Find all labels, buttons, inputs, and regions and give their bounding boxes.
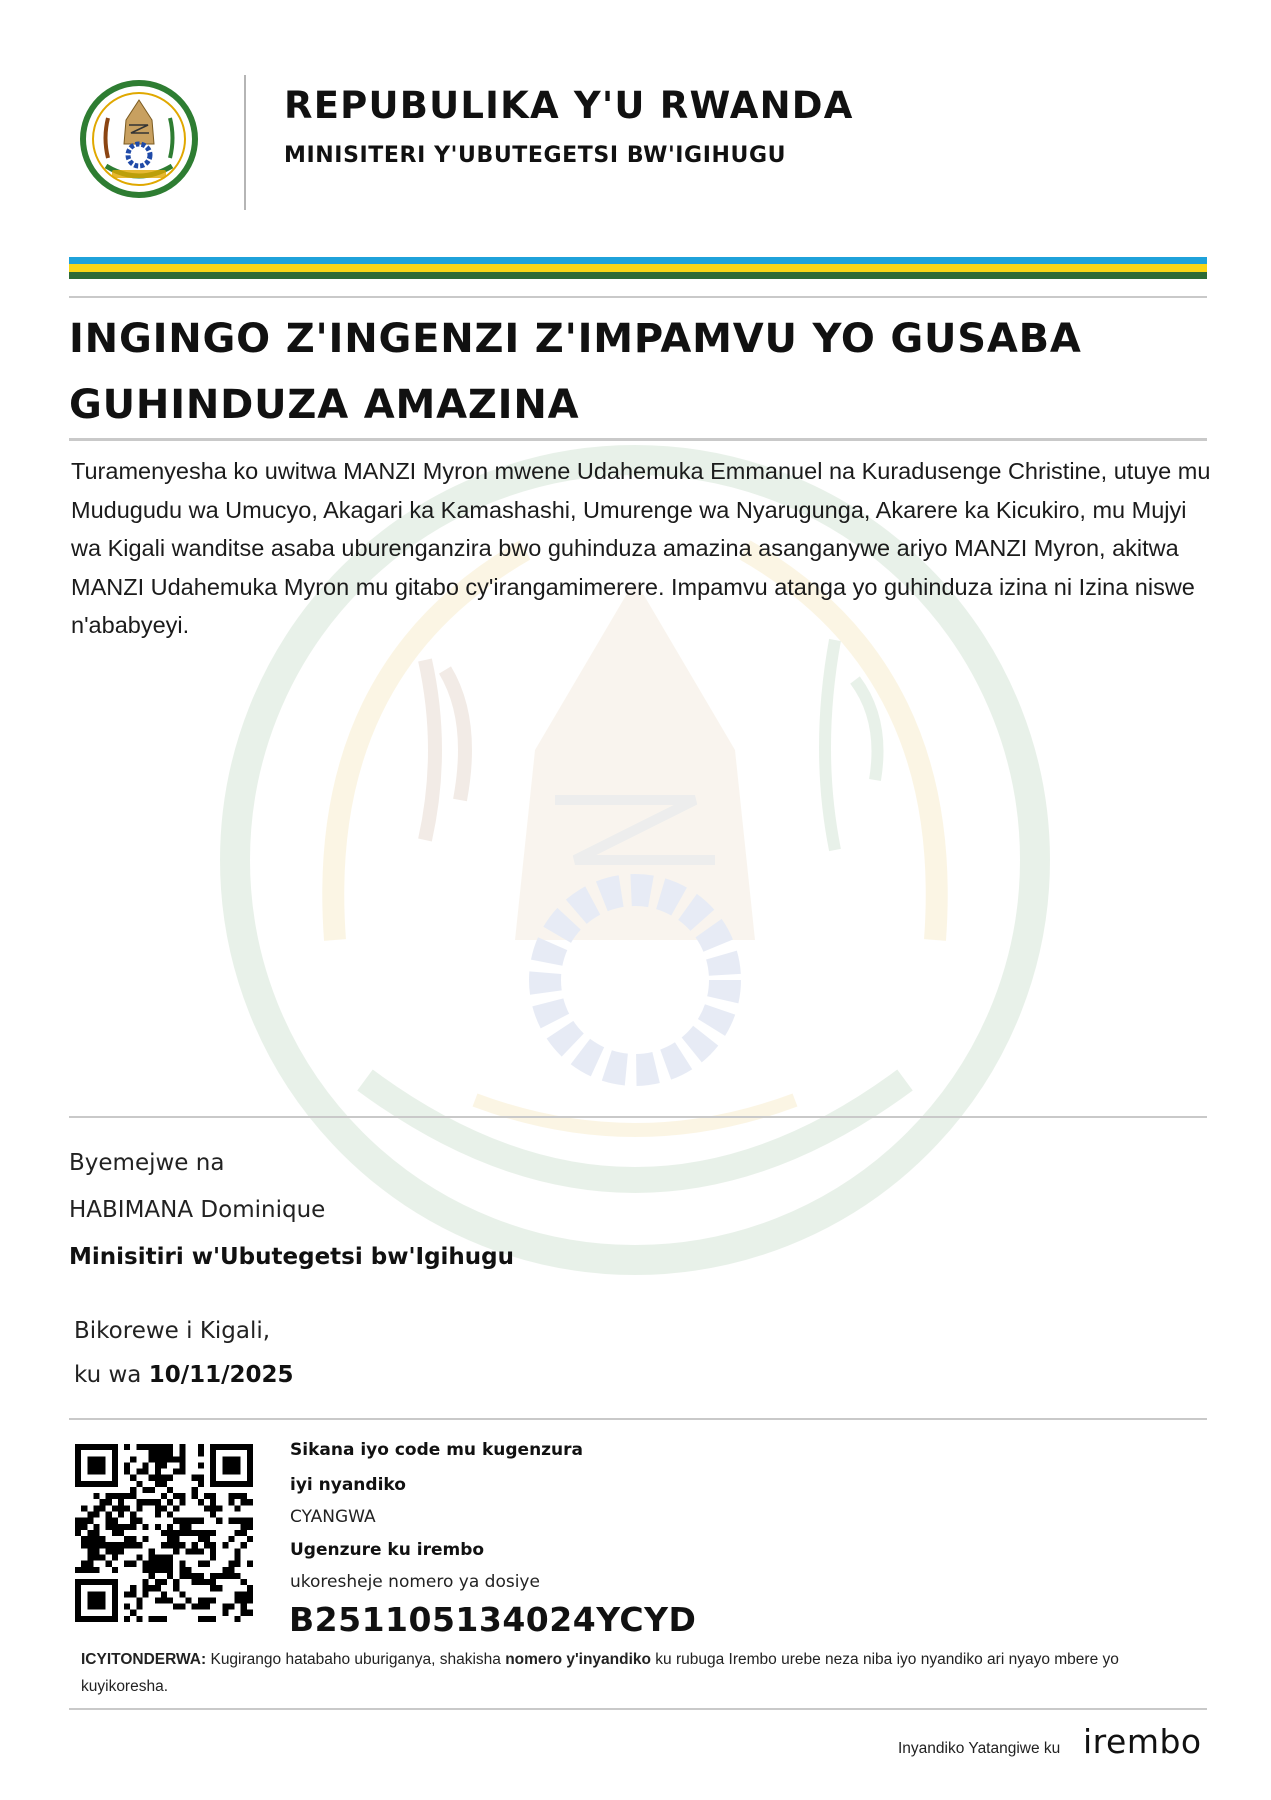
flag-green-band xyxy=(69,272,1207,279)
coat-of-arms-icon xyxy=(78,78,200,200)
approved-by-label: Byemejwe na xyxy=(69,1150,225,1176)
title-top-rule xyxy=(69,296,1207,298)
irembo-logo[interactable]: irembo xyxy=(1083,1722,1202,1761)
verify-or: CYANGWA xyxy=(290,1507,376,1527)
warning-notice xyxy=(81,1646,1191,1700)
warning-text-1: Kugirango hatabaho uburiganya, shakisha xyxy=(206,1651,506,1668)
republic-heading: REPUBULIKA Y'U RWANDA xyxy=(284,84,854,127)
issue-date: 10/11/2025 xyxy=(148,1362,294,1388)
title-bottom-rule xyxy=(69,438,1207,441)
date-prefix: ku wa xyxy=(74,1362,142,1388)
issued-by-label: Inyandiko Yatangiwe ku xyxy=(898,1740,1061,1757)
verify-instruction-4: ukoresheje nomero ya dosiye xyxy=(290,1572,540,1592)
header-divider xyxy=(244,75,246,210)
signature-top-rule xyxy=(69,1116,1207,1118)
qr-code-icon[interactable] xyxy=(75,1444,253,1622)
place-label: Bikorewe i Kigali, xyxy=(74,1318,271,1344)
ministry-heading: MINISITERI Y'UBUTEGETSI BW'IGIHUGU xyxy=(284,143,787,168)
flag-yellow-band xyxy=(69,264,1207,271)
warning-highlight: nomero y'inyandiko xyxy=(505,1651,651,1668)
issue-date-line xyxy=(74,1362,294,1388)
signatory-title: Minisitiri w'Ubutegetsi bw'Igihugu xyxy=(69,1244,514,1270)
verification-top-rule xyxy=(69,1418,1207,1420)
document-title xyxy=(69,306,1169,438)
flag-blue-band xyxy=(69,257,1207,264)
document-title-line-2: GUHINDUZA AMAZINA xyxy=(69,382,580,428)
notice-body-text: Turamenyesha ko uwitwa MANZI Myron mwene Udahemuka Emmanuel na Kuradusenge Christine, utuye mu Mudugudu wa Umucyo, Akagari ka Kamashashi, Umurenge wa Nyarugunga, Akarere ka Kicukiro, mu Mujyi wa Kigali wanditse asaba uburenganzira bwo guhinduza amazina asanganywe ariyo MANZI Myron, akitwa MANZI Udahemuka Myron mu gitabo cy'irangamimerere. Impamvu atanga yo guhinduza izina ni Izina niswe n'ababyeyi. xyxy=(71,458,1211,638)
flag-stripe xyxy=(69,257,1207,279)
signatory-name: HABIMANA Dominique xyxy=(69,1197,326,1223)
verify-instruction-2: iyi nyandiko xyxy=(290,1475,406,1495)
warning-text-2: ku rubuga Irembo urebe neza niba iyo nyandiko ari nyayo mbere yo kuyikoresha. xyxy=(81,1651,1119,1695)
warning-label: ICYITONDERWA: xyxy=(81,1651,207,1668)
document-title-line-1: INGINGO Z'INGENZI Z'IMPAMVU YO GUSABA xyxy=(69,316,1082,362)
reference-number: B251105134024YCYD xyxy=(289,1600,697,1639)
footer-rule xyxy=(69,1708,1207,1710)
verify-instruction-1: Sikana iyo code mu kugenzura xyxy=(290,1440,584,1460)
verify-instruction-3: Ugenzure ku irembo xyxy=(290,1540,485,1560)
